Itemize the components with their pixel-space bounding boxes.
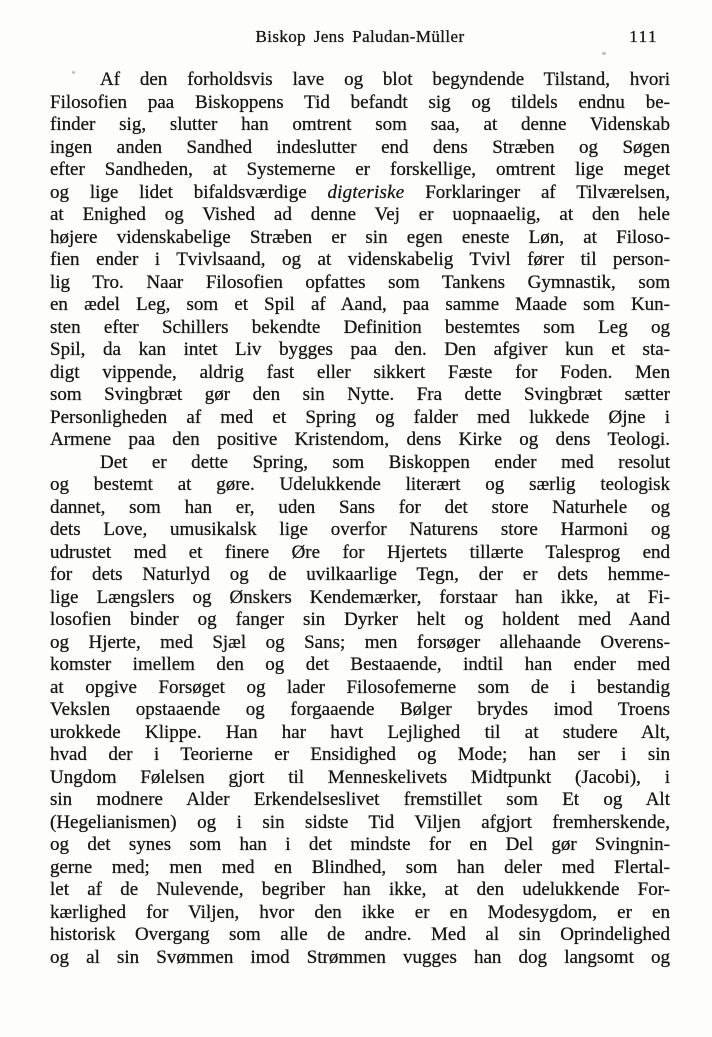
text-line: Spil, da kan intet Liv bygges paa den. Den afgiver kun et sta- xyxy=(50,339,670,360)
text-line: som Svingbræt gør den sin Nytte. Fra dette Svingbræt sætter xyxy=(50,384,670,405)
scan-speck xyxy=(602,52,606,55)
text-line: dannet, som han er, uden Sans for det store Naturhele og xyxy=(50,496,670,518)
text-line: gerne med; men med en Blindhed, som han deler med Flertal- xyxy=(50,856,670,878)
scan-speck xyxy=(72,71,75,74)
page-number: 111 xyxy=(629,27,658,46)
text-line: sten efter Schillers bekendte Definition bestemtes som Leg og xyxy=(50,316,670,338)
text-line: en ædel Leg, som et Spil af Aand, paa samme Maade som Kun- xyxy=(50,294,670,315)
text-line: efter Sandheden, at Systemerne er forskellige, omtrent lige meget xyxy=(50,159,670,180)
text-line: for dets Naturlyd og de uvilkaarlige Tegn, der er dets hemme- xyxy=(50,564,670,585)
text-line: kærlighed for Viljen, hvor den ikke er en Modesygdom, er en xyxy=(50,901,670,923)
text-line: Personligheden af med et Spring og falder med lukkede Øjne i xyxy=(50,406,670,428)
text-line: og bestemt at gøre. Udelukkende literært og særlig teologisk xyxy=(50,474,670,495)
text-line: sin modnere Alder Erkendelseslivet fremstillet som Et og Alt xyxy=(50,789,670,810)
text-line: (Hegelianismen) og i sin sidste Tid Viljen afgjort fremherskende, xyxy=(50,811,670,833)
running-title: Biskop Jens Paludan-Müller xyxy=(255,27,465,46)
text-line: fien ender i Tvivlsaand, og at videnskabelig Tvivl fører til person- xyxy=(50,249,670,270)
text-line: dets Love, umusikalsk lige overfor Naturens store Harmoni og xyxy=(50,519,670,540)
text-line: lig Tro. Naar Filosofien opfattes som Tankens Gymnastik, som xyxy=(50,271,670,293)
text-line: digt vippende, aldrig fast eller sikkert Fæste for Foden. Men xyxy=(50,361,670,383)
text-line: komster imellem den og det Bestaaende, indtil han ender med xyxy=(50,654,670,675)
text-line: finder sig, slutter han omtrent som saa, at denne Videnskab xyxy=(50,114,670,135)
page-text xyxy=(50,69,670,969)
text-line: at Enighed og Vished ad denne Vej er uopnaaelig, at den hele xyxy=(50,204,670,225)
text-line: ingen anden Sandhed indeslutter end dens Stræben og Søgen xyxy=(50,136,670,158)
text-line: højere videnskabelige Stræben er sin egen eneste Løn, at Filoso- xyxy=(50,226,670,248)
text-line: Ungdom Følelsen gjort til Menneskelivets Midtpunkt (Jacobi), i xyxy=(50,766,670,788)
text-line: lige Længslers og Ønskers Kendemærker, forstaar han ikke, at Fi- xyxy=(50,586,670,608)
text-line: urokkede Klippe. Han har havt Lejlighed til at studere Alt, xyxy=(50,721,670,743)
text-line: og lige lidet bifaldsværdige digteriske Forklaringer af Tilværelsen, xyxy=(50,181,670,203)
text-line: Armene paa den positive Kristendom, dens Kirke og dens Teologi. xyxy=(50,429,670,450)
text-line: udrustet med et finere Øre for Hjertets tillærte Talesprog end xyxy=(50,541,670,563)
text-line: og al sin Svømmen imod Strømmen vugges han dog langsomt og xyxy=(50,946,670,968)
text-line: Filosofien paa Biskoppens Tid befandt sig og tildels endnu be- xyxy=(50,91,670,113)
text-line: og Hjerte, med Sjæl og Sans; men forsøger allehaande Overens- xyxy=(50,631,670,653)
text-line: at opgive Forsøget og lader Filosofemerne som de i bestandig xyxy=(50,676,670,698)
text-line: Det er dette Spring, som Biskoppen ender med resolut xyxy=(100,451,670,473)
text-line: losofien binder og fanger sin Dyrker helt og holdent med Aand xyxy=(50,609,670,630)
text-line: let af de Nulevende, begriber han ikke, at den udelukkende For- xyxy=(50,879,670,900)
paragraph xyxy=(50,452,670,970)
paragraph xyxy=(50,69,670,452)
page-header xyxy=(50,27,670,49)
text-line: hvad der i Teorierne er Ensidighed og Mode; han ser i sin xyxy=(50,744,670,765)
text-line: historisk Overgang som alle de andre. Med al sin Oprindelighed xyxy=(50,924,670,945)
text-line: Af den forholdsvis lave og blot begyndende Tilstand, hvori xyxy=(100,69,670,90)
text-line: Vekslen opstaaende og forgaaende Bølger brydes imod Troens xyxy=(50,699,670,720)
text-line: og det synes som han i det mindste for en Del gør Svingnin- xyxy=(50,834,670,855)
